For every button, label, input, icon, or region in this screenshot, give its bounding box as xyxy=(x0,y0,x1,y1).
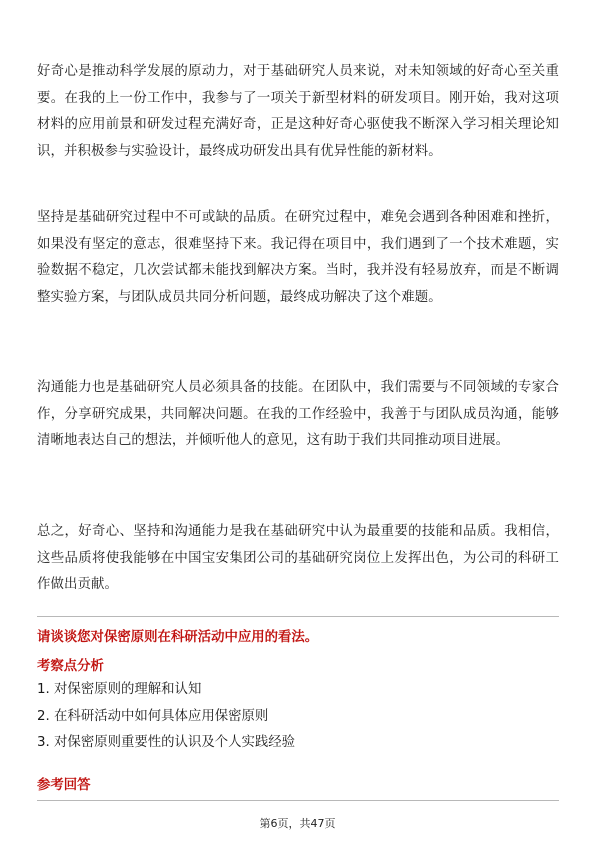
analysis-list xyxy=(37,677,295,757)
answer-heading: 参考回答 xyxy=(37,778,91,793)
section-divider xyxy=(37,616,559,617)
paragraph-curiosity: 好奇心是推动科学发展的原动力，对于基础研究人员来说，对未知领域的好奇心至关重要。在我的上一份工作中，我参与了一项关于新型材料的研发项目。刚开始，我对这项材料的应用前景和研发过程充满好奇，正是这种好奇心驱使我不断深入学习相关理论知识，并积极参与实验设计，最终成功研发出具有优异性能的新材料。 xyxy=(37,64,559,159)
list-item: 2. 在科研活动中如何具体应用保密原则 xyxy=(37,708,269,724)
paragraph-communication: 沟通能力也是基础研究人员必须具备的技能。在团队中，我们需要与不同领域的专家合作，分享研究成果，共同解决问题。在我的工作经验中，我善于与团队成员沟通，能够清晰地表达自己的想法，并倾听他人的意见，这有助于我们共同推动项目进展。 xyxy=(37,380,559,448)
list-item: 3. 对保密原则重要性的认识及个人实践经验 xyxy=(37,735,296,750)
analysis-heading: 考察点分析 xyxy=(37,659,104,674)
page-number: 第6页，共47页 xyxy=(259,817,336,830)
list-item: 1. 对保密原则的理解和认知 xyxy=(37,682,202,697)
paragraph-summary: 总之，好奇心、坚持和沟通能力是我在基础研究中认为最重要的技能和品质。我相信，这些品质将使我能够在中国宝安集团公司的基础研究岗位上发挥出色，为公司的科研工作做出贡献。 xyxy=(37,524,559,592)
footer-divider xyxy=(37,800,559,801)
question-heading: 请谈谈您对保密原则在科研活动中应用的看法。 xyxy=(37,630,319,645)
paragraph-persistence: 坚持是基础研究过程中不可或缺的品质。在研究过程中，难免会遇到各种困难和挫折，如果没有坚定的意志，很难坚持下来。我记得在项目中，我们遇到了一个技术难题，实验数据不稳定，几次尝试都未能找到解决方案。当时，我并没有轻易放弃，而是不断调整实验方案，与团队成员共同分析问题，最终成功解决了这个难题。 xyxy=(37,210,559,305)
